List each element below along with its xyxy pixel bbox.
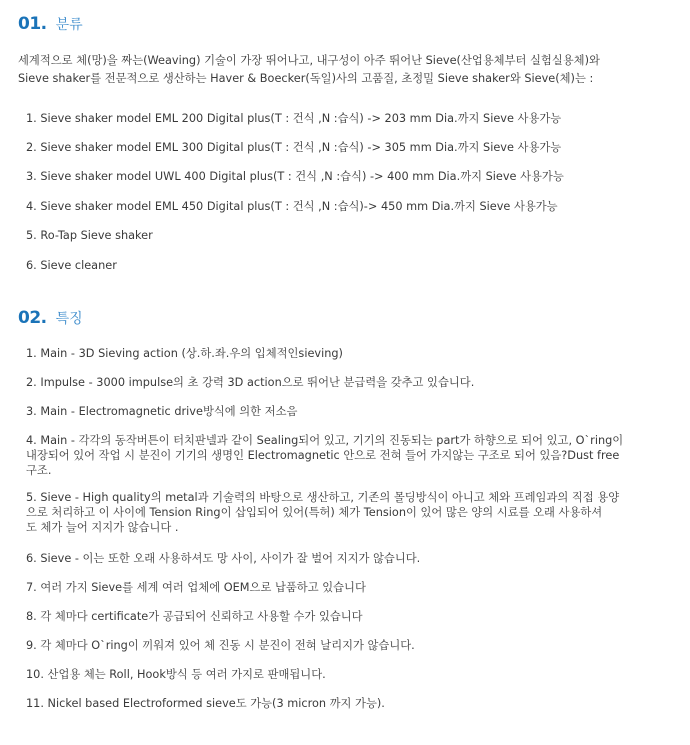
list-item-line: 으로 처리하고 이 사이에 Tension Ring이 삽입되어 있어(특허) 체가 Tension이 있어 많은 양의 시료를 오래 사용하셔 [26, 506, 603, 519]
list-item-line: 11. Nickel based Electroformed sieve도 가능(3 micron 까지 가능). [26, 697, 385, 710]
list-item [26, 375, 666, 390]
list-item [26, 404, 666, 419]
list-item: 6. Sieve cleaner [26, 259, 117, 272]
list-item-line: 8. 각 체마다 certificate가 공급되어 신뢰하고 사용할 수가 있습니다 [26, 610, 363, 623]
list-item [26, 433, 666, 478]
section-heading [18, 308, 668, 328]
list-item: 5. Ro-Tap Sieve shaker [26, 229, 153, 242]
list-item-line: 1. Main - 3D Sieving action (상.하.좌.우의 입체적인sieving) [26, 347, 343, 360]
list-item-line: 도 체가 늘어 지지가 않습니다 . [26, 521, 179, 534]
intro-line: Sieve shaker를 전문적으로 생산하는 Haver & Boecker(독일)사의 고품질, 초정밀 Sieve shaker와 Sieve(체)는 : [18, 72, 594, 85]
list-item: 4. Sieve shaker model EML 450 Digital plus(T : 건식 ,N :습식)-> 450 mm Dia.까지 Sieve 사용가능 [26, 200, 558, 213]
list-item [26, 490, 666, 535]
list-item-line: 9. 각 체마다 O`ring이 끼워져 있어 체 진동 시 분진이 전혀 날리지가 않습니다. [26, 639, 415, 652]
section-title: 특징 [55, 311, 83, 327]
list-item: 3. Sieve shaker model UWL 400 Digital plus(T : 건식 ,N :습식) -> 400 mm Dia.까지 Sieve 사용가능 [26, 170, 564, 183]
section-classification [18, 14, 668, 88]
list-item [26, 638, 666, 653]
section-number: 02. [18, 308, 47, 328]
intro-paragraph [18, 52, 668, 88]
list-item [26, 696, 666, 711]
list-item: 1. Sieve shaker model EML 200 Digital plus(T : 건식 ,N :습식) -> 203 mm Dia.까지 Sieve 사용가능 [26, 112, 562, 125]
list-item-line: 10. 산업용 체는 Roll, Hook방식 등 여러 가지로 판매됩니다. [26, 668, 326, 681]
intro-line: 세계적으로 체(망)을 짜는(Weaving) 기술이 가장 뛰어나고, 내구성이 아주 뛰어난 Sieve(산업용체부터 실험실용체)와 [18, 54, 600, 67]
list-item-line: 7. 여러 가지 Sieve를 세계 여러 업체에 OEM으로 납품하고 있습니다 [26, 581, 366, 594]
list-item [26, 667, 666, 682]
section-heading [18, 14, 668, 34]
list-item [26, 346, 666, 361]
list-item [26, 551, 666, 566]
list-item-line: 내장되어 있어 작업 시 분진이 기기의 생명인 Electromagnetic 안으로 전혀 들어 가지않는 구조로 되어 있음?Dust free [26, 449, 620, 462]
section-features [18, 308, 668, 328]
list-item-line: 6. Sieve - 이는 또한 오래 사용하셔도 망 사이, 사이가 잘 벌어 지지가 않습니다. [26, 552, 421, 565]
list-item-line: 5. Sieve - High quality의 metal과 기술력의 바탕으로 생산하고, 기존의 몰딩방식이 아니고 체와 프레임과의 직접 용양 [26, 491, 620, 504]
list-item-line: 3. Main - Electromagnetic drive방식에 의한 저소음 [26, 405, 298, 418]
list-item-line: 구조. [26, 464, 52, 477]
list-item [26, 580, 666, 595]
section-number: 01. [18, 14, 47, 34]
list-item [26, 609, 666, 624]
list-item-line: 4. Main - 각각의 동작버튼이 터치판넬과 같이 Sealing되어 있고, 기기의 진동되는 part가 하향으로 되어 있고, O`ring이 [26, 434, 624, 447]
list-item: 2. Sieve shaker model EML 300 Digital plus(T : 건식 ,N :습식) -> 305 mm Dia.까지 Sieve 사용가능 [26, 141, 562, 154]
list-item-line: 2. Impulse - 3000 impulse의 초 강력 3D action으로 뛰어난 분급력을 갖추고 있습니다. [26, 376, 475, 389]
section-title: 분류 [55, 17, 83, 33]
